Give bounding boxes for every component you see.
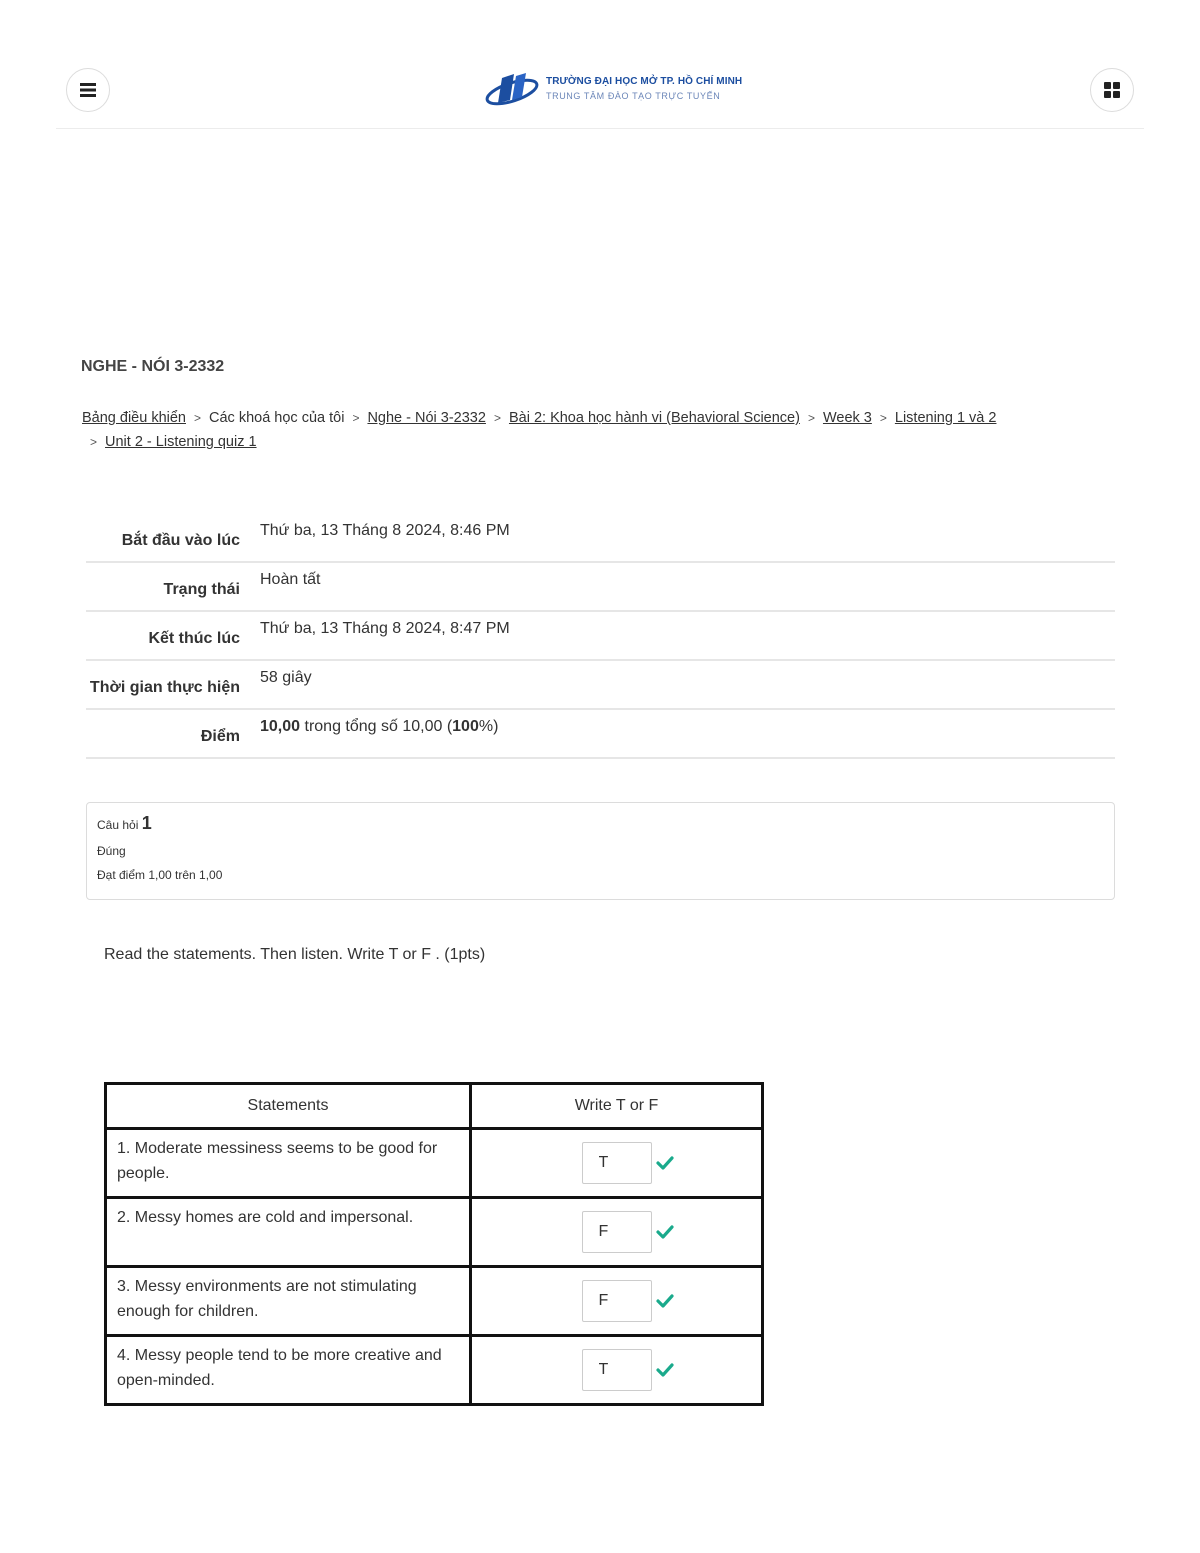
correct-check-icon: [656, 1225, 674, 1239]
breadcrumb-dashboard[interactable]: Bảng điều khiển: [82, 410, 186, 426]
column-header-answer: Write T or F: [471, 1084, 763, 1129]
breadcrumb-quiz[interactable]: Unit 2 - Listening quiz 1: [105, 434, 257, 450]
breadcrumb-separator: >: [879, 411, 887, 425]
correct-check-icon: [656, 1363, 674, 1377]
time-taken-value: 58 giây: [260, 669, 312, 686]
summary-row-grade: [86, 709, 1115, 758]
breadcrumb-separator: >: [194, 411, 202, 425]
logo-title: TRƯỜNG ĐẠI HỌC MỞ TP. HỒ CHÍ MINH: [546, 76, 743, 87]
grade-percent: 100: [452, 718, 479, 735]
breadcrumb-separator: >: [807, 411, 815, 425]
breadcrumb-separator: >: [90, 435, 98, 449]
started-value: Thứ ba, 13 Tháng 8 2024, 8:46 PM: [260, 522, 510, 539]
answer-cell: [471, 1267, 763, 1336]
grade-score: 10,00: [260, 718, 301, 735]
statements-table: [104, 1082, 764, 1406]
table-row: [106, 1129, 763, 1198]
grade-value: [258, 709, 1115, 758]
table-header-row: [106, 1084, 763, 1129]
summary-row-completed: [86, 611, 1115, 660]
table-row: [106, 1336, 763, 1405]
time-taken-label: Thời gian thực hiện: [89, 679, 240, 696]
column-header-statements: Statements: [106, 1084, 471, 1129]
breadcrumb-my-courses: Các khoá học của tôi: [209, 410, 345, 426]
hamburger-menu-icon: [80, 83, 96, 97]
answer-input-3[interactable]: [582, 1280, 652, 1322]
attempt-summary-table: [86, 514, 1115, 759]
page-title: NGHE - NÓI 3-2332: [81, 358, 225, 375]
breadcrumb: [82, 406, 1092, 454]
grid-icon: [1104, 82, 1120, 98]
completed-label: Kết thúc lúc: [148, 630, 240, 647]
answer-input-4[interactable]: [582, 1349, 652, 1391]
correct-check-icon: [656, 1156, 674, 1170]
summary-row-started: [86, 514, 1115, 562]
university-logo-icon: [484, 70, 542, 108]
started-label: Bắt đầu vào lúc: [121, 532, 240, 549]
question-number: [97, 813, 1104, 834]
breadcrumb-separator: >: [493, 411, 501, 425]
grade-percent-suffix: %): [478, 718, 499, 735]
summary-row-time: [86, 660, 1115, 709]
logo-subtitle: TRUNG TÂM ĐÀO TẠO TRỰC TUYẾN: [546, 91, 721, 101]
summary-row-state: [86, 562, 1115, 611]
breadcrumb-week[interactable]: Week 3: [822, 410, 872, 426]
completed-value: Thứ ba, 13 Tháng 8 2024, 8:47 PM: [260, 620, 510, 637]
answer-input-2[interactable]: [582, 1211, 652, 1253]
question-label: Câu hỏi: [97, 818, 139, 832]
apps-grid-button[interactable]: [1090, 68, 1134, 112]
breadcrumb-section[interactable]: Bài 2: Khoa học hành vi (Behavioral Science): [508, 410, 800, 426]
table-row: [106, 1267, 763, 1336]
answer-cell: [471, 1336, 763, 1405]
statement-cell: 4. Messy people tend to be more creative and open-minded.: [106, 1336, 471, 1405]
breadcrumb-course[interactable]: Nghe - Nói 3-2332: [367, 410, 486, 426]
state-value: Hoàn tất: [260, 571, 321, 588]
table-row: [106, 1198, 763, 1267]
top-navbar: [56, 50, 1144, 129]
statement-cell: 1. Moderate messiness seems to be good for people.: [106, 1129, 471, 1198]
statement-cell: 2. Messy homes are cold and impersonal.: [106, 1198, 471, 1267]
grade-label: Điểm: [200, 728, 240, 745]
question-mark: Đạt điểm 1,00 trên 1,00: [97, 868, 223, 882]
correct-check-icon: [656, 1294, 674, 1308]
answer-cell: [471, 1198, 763, 1267]
question-number-value: 1: [141, 813, 152, 833]
statement-cell: 3. Messy environments are not stimulating enough for children.: [106, 1267, 471, 1336]
breadcrumb-separator: >: [352, 411, 360, 425]
nav-drawer-button[interactable]: [66, 68, 110, 112]
breadcrumb-listening[interactable]: Listening 1 và 2: [894, 410, 997, 426]
question-instruction: Read the statements. Then listen. Write T or F . (1pts): [104, 946, 486, 963]
answer-cell: [471, 1129, 763, 1198]
question-info-box: [86, 802, 1115, 900]
grade-total: trong tổng số 10,00 (: [300, 718, 453, 735]
site-logo[interactable]: [484, 70, 742, 108]
question-state: Đúng: [97, 844, 126, 858]
state-label: Trạng thái: [163, 581, 240, 598]
answer-input-1[interactable]: [582, 1142, 652, 1184]
